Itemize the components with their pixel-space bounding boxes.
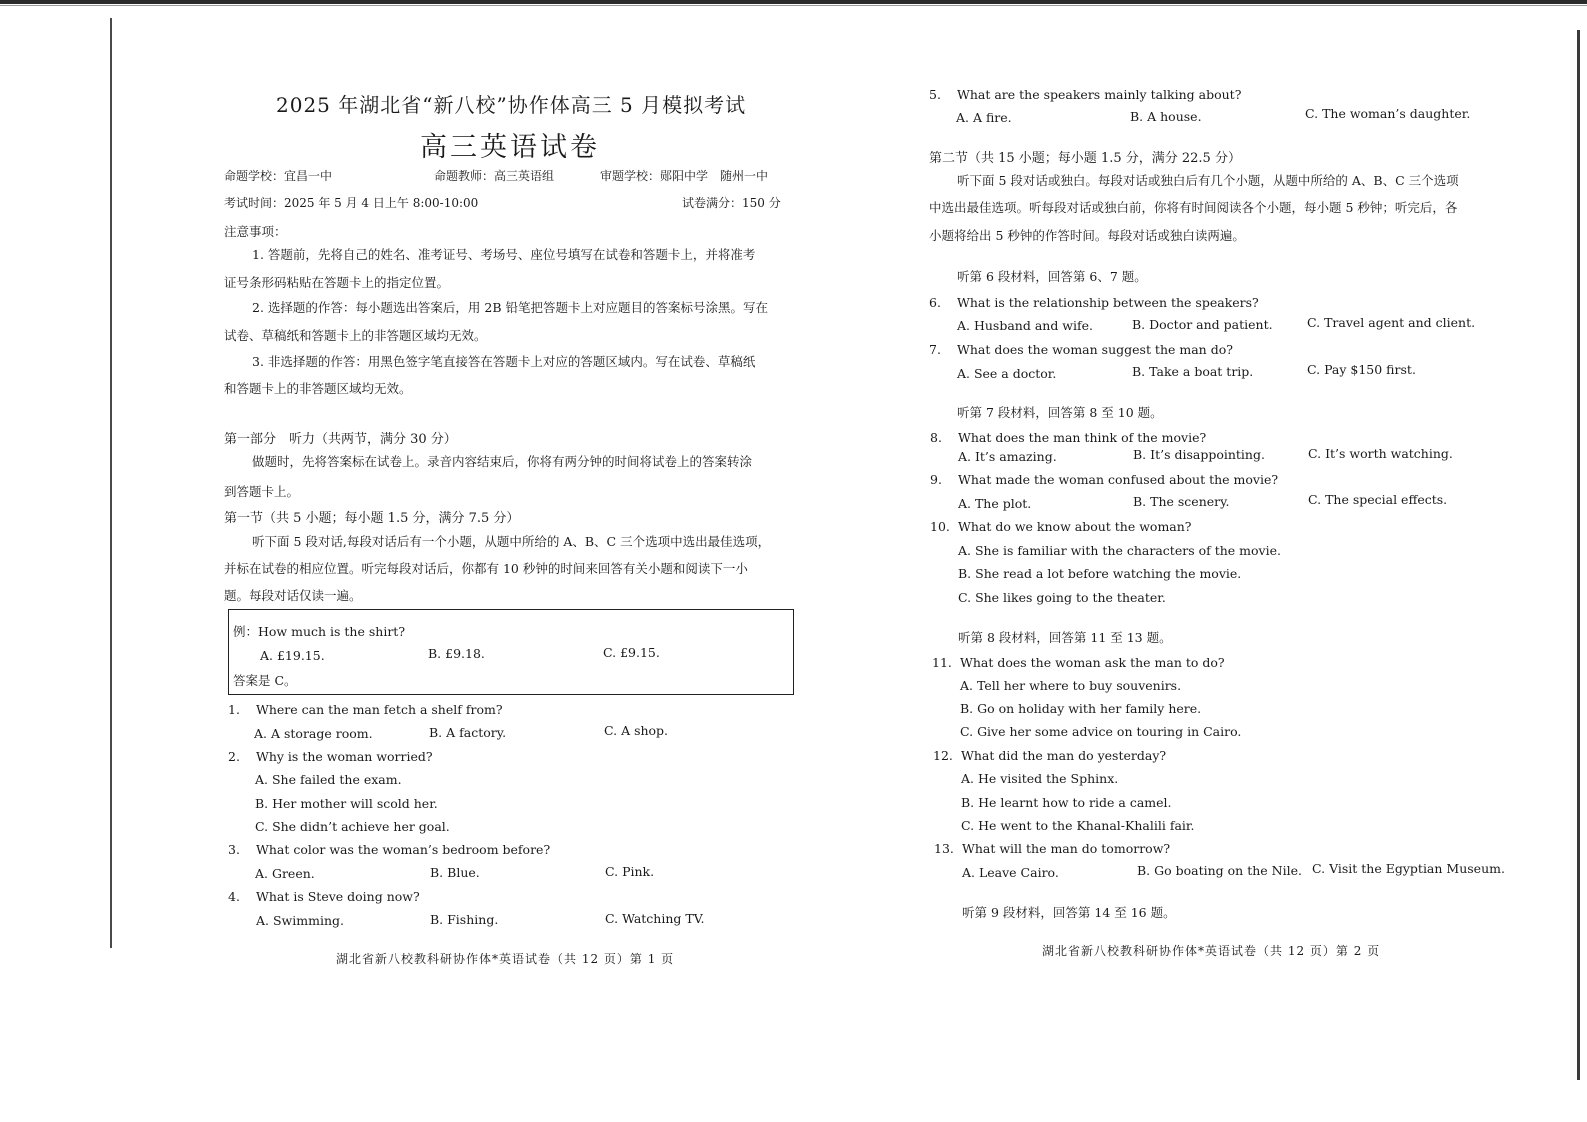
question-text: What color was the woman’s bedroom before? <box>256 842 551 857</box>
q9-option-a: A. The plot. <box>958 496 1032 511</box>
section1-instruction: 题。每段对话仅读一遍。 <box>224 588 362 603</box>
example-question: 例：How much is the shirt? <box>233 624 406 639</box>
notice-line: 1. 答题前，先将自己的姓名、准考证号、考场号、座位号填写在试卷和答题卡上，并将准考 <box>252 247 756 262</box>
question-text: Why is the woman worried? <box>256 749 433 764</box>
section1-title: 第一节（共 5 小题；每小题 1.5 分，满分 7.5 分） <box>224 511 520 526</box>
q11-option-a: A. Tell her where to buy souvenirs. <box>960 678 1182 693</box>
material-7-heading: 听第 7 段材料，回答第 8 至 10 题。 <box>957 405 1163 420</box>
q11-option-c: C. Give her some advice on touring in Cairo. <box>960 724 1242 739</box>
info-full-score: 试卷满分：150 分 <box>682 196 781 210</box>
section2-instruction: 听下面 5 段对话或独白。每段对话或独白后有几个小题，从题中所给的 A、B、C 三个选项 <box>957 173 1459 188</box>
question-text: What does the woman ask the man to do? <box>960 655 1225 670</box>
question-7 <box>929 342 1233 357</box>
question-4 <box>228 889 420 904</box>
q3-option-b: B. Blue. <box>430 865 480 880</box>
exam-title: 2025 年湖北省“新八校”协作体高三 5 月模拟考试 <box>276 93 747 117</box>
q7-option-a: A. See a doctor. <box>957 366 1057 381</box>
q1-option-b: B. A factory. <box>429 725 507 740</box>
q4-option-c: C. Watching TV. <box>605 911 705 926</box>
question-number: 3. <box>228 842 240 857</box>
q5-option-a: A. A fire. <box>956 110 1012 125</box>
q3-option-c: C. Pink. <box>605 864 655 879</box>
part1-instruction: 做题时，先将答案标在试卷上。录音内容结束后，你将有两分钟的时间将试卷上的答案转涂 <box>252 454 753 469</box>
q13-option-c: C. Visit the Egyptian Museum. <box>1312 861 1505 876</box>
question-number: 10. <box>930 519 950 534</box>
question-text: What does the woman suggest the man do? <box>957 342 1233 357</box>
q5-option-b: B. A house. <box>1130 109 1202 124</box>
q7-option-c: C. Pay $150 first. <box>1307 362 1416 377</box>
q8-option-a: A. It’s amazing. <box>958 449 1057 464</box>
q6-option-c: C. Travel agent and client. <box>1307 315 1476 330</box>
material-8-heading: 听第 8 段材料，回答第 11 至 13 题。 <box>958 630 1172 645</box>
question-11 <box>932 655 1225 670</box>
question-number: 1. <box>228 702 240 717</box>
q6-option-b: B. Doctor and patient. <box>1132 317 1273 332</box>
example-option-c: C. £9.15. <box>603 645 660 660</box>
question-text: What are the speakers mainly talking about? <box>957 87 1242 102</box>
question-text: What did the man do yesterday? <box>961 748 1167 763</box>
question-1 <box>228 702 503 717</box>
q2-option-a: A. She failed the exam. <box>255 772 402 787</box>
q1-option-c: C. A shop. <box>604 723 669 738</box>
question-number: 12. <box>933 748 953 763</box>
q13-option-a: A. Leave Cairo. <box>962 865 1059 880</box>
info-time: 考试时间：2025 年 5 月 4 日上午 8:00-10:00 <box>224 196 479 210</box>
question-10 <box>930 519 1192 534</box>
exam-page-2 <box>800 0 1587 1122</box>
question-number: 13. <box>934 841 954 856</box>
section2-instruction: 中选出最佳选项。听每段对话或独白前，你将有时间阅读各个小题，每小题 5 秒钟；听完后，各 <box>929 200 1458 215</box>
question-5 <box>929 87 1241 102</box>
section1-instruction: 听下面 5 段对话,每段对话后有一个小题，从题中所给的 A、B、C 三个选项中选出最佳选项， <box>252 534 771 549</box>
question-9 <box>930 472 1278 487</box>
question-number: 11. <box>932 655 952 670</box>
q10-option-c: C. She likes going to the theater. <box>958 590 1166 605</box>
q3-option-a: A. Green. <box>255 866 315 881</box>
page-footer: 湖北省新八校教科研协作体*英语试卷（共 12 页）第 1 页 <box>336 952 675 966</box>
q12-option-b: B. He learnt how to ride a camel. <box>961 795 1172 810</box>
q6-option-a: A. Husband and wife. <box>957 318 1093 333</box>
exam-subtitle: 高三英语试卷 <box>420 132 600 163</box>
q2-option-b: B. Her mother will scold her. <box>255 796 438 811</box>
info-reviewer: 审题学校：郧阳中学 随州一中 <box>600 169 769 183</box>
question-number: 4. <box>228 889 240 904</box>
info-teacher: 命题教师：高三英语组 <box>434 169 555 183</box>
q10-option-a: A. She is familiar with the characters of the movie. <box>958 543 1281 558</box>
info-school: 命题学校：宜昌一中 <box>224 169 333 183</box>
question-number: 7. <box>929 342 941 357</box>
question-13 <box>934 841 1170 856</box>
question-number: 2. <box>228 749 240 764</box>
question-8 <box>930 430 1206 445</box>
q12-option-a: A. He visited the Sphinx. <box>961 771 1119 786</box>
q11-option-b: B. Go on holiday with her family here. <box>960 701 1202 716</box>
question-number: 5. <box>929 87 941 102</box>
question-text: What made the woman confused about the movie? <box>958 472 1279 487</box>
q1-option-a: A. A storage room. <box>254 726 373 741</box>
question-12 <box>933 748 1166 763</box>
q9-option-b: B. The scenery. <box>1133 494 1230 509</box>
q10-option-b: B. She read a lot before watching the movie. <box>958 566 1242 581</box>
example-option-a: A. £19.15. <box>260 648 325 663</box>
page-footer: 湖北省新八校教科研协作体*英语试卷（共 12 页）第 2 页 <box>1042 944 1381 958</box>
q5-option-c: C. The woman’s daughter. <box>1305 106 1471 121</box>
notice-line: 试卷、草稿纸和答题卡上的非答题区域均无效。 <box>224 328 487 343</box>
q7-option-b: B. Take a boat trip. <box>1132 364 1254 379</box>
q8-option-c: C. It’s worth watching. <box>1308 446 1453 461</box>
question-3 <box>228 842 550 857</box>
question-number: 8. <box>930 430 942 445</box>
section1-instruction: 并标在试卷的相应位置。听完每段对话后，你都有 10 秒钟的时间来回答有关小题和阅读下一小 <box>224 561 748 576</box>
question-text: What is the relationship between the speakers? <box>957 295 1259 310</box>
notice-line: 证号条形码粘贴在答题卡上的指定位置。 <box>224 275 450 290</box>
question-text: What will the man do tomorrow? <box>962 841 1171 856</box>
notice-title: 注意事项： <box>224 224 287 239</box>
q2-option-c: C. She didn’t achieve her goal. <box>255 819 450 834</box>
material-9-heading: 听第 9 段材料，回答第 14 至 16 题。 <box>962 905 1176 920</box>
part1-title: 第一部分 听力（共两节，满分 30 分） <box>224 432 457 447</box>
question-text: What do we know about the woman? <box>958 519 1192 534</box>
example-option-b: B. £9.18. <box>428 646 485 661</box>
q13-option-b: B. Go boating on the Nile. <box>1137 863 1302 878</box>
section2-title: 第二节（共 15 小题；每小题 1.5 分，满分 22.5 分） <box>929 151 1241 166</box>
q4-option-a: A. Swimming. <box>256 913 344 928</box>
notice-line: 3. 非选择题的作答：用黑色签字笔直接答在答题卡上对应的答题区域内。写在试卷、草稿纸 <box>252 354 756 369</box>
question-text: Where can the man fetch a shelf from? <box>256 702 503 717</box>
example-answer: 答案是 C。 <box>233 673 297 688</box>
question-text: What is Steve doing now? <box>256 889 420 904</box>
question-2 <box>228 749 433 764</box>
part1-instruction: 到答题卡上。 <box>224 484 300 499</box>
q9-option-c: C. The special effects. <box>1308 492 1448 507</box>
notice-line: 2. 选择题的作答：每小题选出答案后，用 2B 铅笔把答题卡上对应题目的答案标号涂黑。写在 <box>252 300 768 315</box>
question-number: 6. <box>929 295 941 310</box>
material-6-heading: 听第 6 段材料，回答第 6、7 题。 <box>957 269 1147 284</box>
question-text: What does the man think of the movie? <box>958 430 1207 445</box>
notice-line: 和答题卡上的非答题区域均无效。 <box>224 381 412 396</box>
q8-option-b: B. It’s disappointing. <box>1133 447 1265 462</box>
question-6 <box>929 295 1259 310</box>
question-number: 9. <box>930 472 942 487</box>
q12-option-c: C. He went to the Khanal-Khalili fair. <box>961 818 1195 833</box>
section2-instruction: 小题将给出 5 秒钟的作答时间。每段对话或独白读两遍。 <box>929 228 1245 243</box>
q4-option-b: B. Fishing. <box>430 912 499 927</box>
